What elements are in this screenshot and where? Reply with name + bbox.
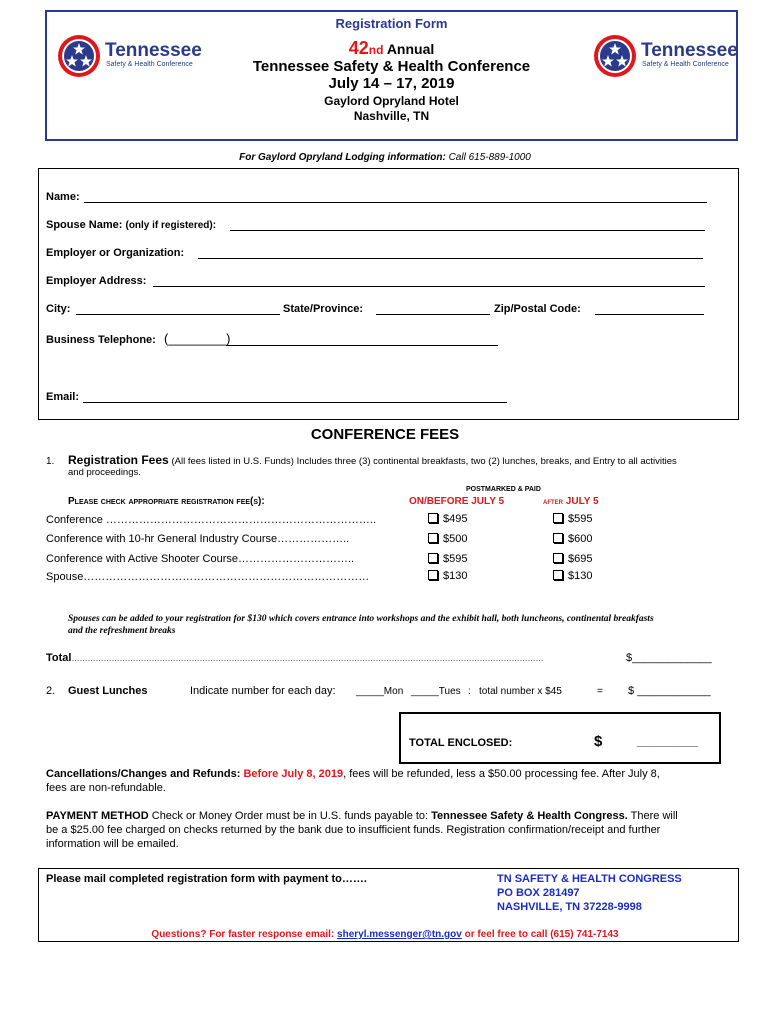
payment-method <box>46 809 746 851</box>
column-after <box>543 496 599 507</box>
fee-option-conference-after[interactable] <box>553 513 592 525</box>
postmarked-label: POSTMARKED & PAID <box>466 486 541 493</box>
fee-amount: $130 <box>443 570 468 582</box>
item2-number: 2. <box>46 685 56 697</box>
questions-line <box>0 929 770 940</box>
name-label: Name: <box>46 191 80 203</box>
lodging-phone: Call 615-889-1000 <box>448 152 531 163</box>
item2-colon: : <box>468 686 471 697</box>
fee-amount: $595 <box>443 553 468 565</box>
spouse-note-line2: and the refreshment breaks <box>68 626 176 636</box>
questions-text-end: or feel free to call (615) 741-7143 <box>461 929 619 940</box>
employer-label: Employer or Organization: <box>46 247 185 259</box>
name-field[interactable] <box>84 202 707 203</box>
phone-label: Business Telephone: <box>46 334 156 346</box>
item1-desc-cont: and proceedings. <box>68 467 141 478</box>
mail-address-line2: PO BOX 281497 <box>497 887 580 899</box>
conference-dates: July 14 – 17, 2019 <box>328 75 455 92</box>
checkbox-icon[interactable] <box>428 553 438 563</box>
annual-word: Annual <box>386 41 435 57</box>
fee-amount: $500 <box>443 533 468 545</box>
contact-email-link[interactable]: sheryl.messenger@tn.gov <box>337 929 462 940</box>
total-label: Total <box>46 652 72 664</box>
lodging-info <box>0 152 770 163</box>
guest-lunch-tuesday-field[interactable]: _____Tues <box>411 686 461 697</box>
cancellation-date: Before July 8, 2019 <box>243 768 344 780</box>
conference-name: Tennessee Safety & Health Conference <box>252 58 531 75</box>
total-enclosed-label: TOTAL ENCLOSED: <box>409 737 513 749</box>
hotel-city: Nashville, TN <box>353 109 430 123</box>
total-enclosed-field[interactable]: __________ <box>637 736 699 748</box>
checkbox-icon[interactable] <box>553 533 563 543</box>
zip-field[interactable] <box>595 314 704 315</box>
payment-payee: Tennessee Safety & Health Congress. <box>431 810 628 822</box>
item2-calc: total number x $45 <box>479 686 562 697</box>
payment-text-3: information will be emailed. <box>46 838 179 850</box>
checkbox-icon[interactable] <box>428 533 438 543</box>
total-amount-field[interactable]: $_____________ <box>626 652 712 664</box>
fee-amount: $595 <box>568 513 593 525</box>
fee-row-spouse-label: Spouse…………………………………………………………………… <box>46 571 370 583</box>
mail-instruction: Please mail completed registration form with payment to……. <box>46 873 367 885</box>
city-field[interactable] <box>76 314 280 315</box>
fee-option-conference-before[interactable] <box>428 513 467 525</box>
item2-desc: Indicate number for each day: <box>190 685 336 697</box>
spouse-name-label <box>46 219 216 231</box>
spouse-name-note: (only if registered): <box>125 220 217 231</box>
payment-text-2: be a $25.00 fee charged on checks returned by the bank due to insufficient funds. Registration confirmation/receipt and further <box>46 824 661 836</box>
item2-title: Guest Lunches <box>68 685 148 697</box>
fee-option-spouse-before[interactable] <box>428 570 467 582</box>
item1-row <box>68 453 677 467</box>
state-field[interactable] <box>376 314 490 315</box>
checkbox-icon[interactable] <box>553 513 563 523</box>
cancellation-text-cont: fees are non-refundable. <box>46 782 166 794</box>
fee-row-conference-label: Conference ……………………………………………………………….. <box>46 514 377 526</box>
fee-amount: $130 <box>568 570 593 582</box>
city-label: City: <box>46 303 71 315</box>
fee-option-general-industry-before[interactable] <box>428 533 467 545</box>
tristar-icon <box>593 34 637 78</box>
total-enclosed-dollar: $ <box>594 733 603 750</box>
logo-title: Tennessee <box>641 40 738 61</box>
phone-field[interactable] <box>226 345 498 346</box>
fee-option-spouse-after[interactable] <box>553 570 592 582</box>
fee-amount: $600 <box>568 533 593 545</box>
attendee-info-box <box>38 168 739 420</box>
payment-label: PAYMENT METHOD <box>46 810 149 822</box>
cancellation-policy <box>46 767 746 795</box>
mail-address-line3: NASHVILLE, TN 37228-9998 <box>497 901 642 913</box>
payment-text: Check or Money Order must be in U.S. funds payable to: <box>148 810 432 822</box>
email-label: Email: <box>46 391 80 403</box>
fee-row-active-shooter-label: Conference with Active Shooter Course………………………….. <box>46 553 355 565</box>
cancellation-text: , fees will be refunded, less a $50.00 processing fee. After July 8, <box>343 768 660 780</box>
zip-label: Zip/Postal Code: <box>494 303 581 315</box>
hotel-name: Gaylord Opryland Hotel <box>324 94 459 108</box>
employer-address-field[interactable] <box>153 286 705 287</box>
employer-address-label: Employer Address: <box>46 275 147 287</box>
payment-text-b: There will <box>627 810 678 822</box>
email-field[interactable] <box>83 402 507 403</box>
column-after-date: JULY 5 <box>565 496 599 507</box>
column-after-prefix: after <box>543 497 563 506</box>
questions-text: Questions? For faster response email: <box>151 929 338 940</box>
logo-title: Tennessee <box>105 40 202 61</box>
guest-lunch-amount-field[interactable]: $ ____________ <box>628 685 711 697</box>
total-dots: …………………………………………………………………………………………………………………………………………………………… <box>71 654 544 663</box>
item1-title: Registration Fees <box>68 453 169 467</box>
item1-number: 1. <box>46 456 55 467</box>
item2-equals: = <box>597 686 603 697</box>
fee-row-general-industry-label: Conference with 10-hr General Industry Course……………….. <box>46 533 350 545</box>
checkbox-icon[interactable] <box>428 570 438 580</box>
employer-field[interactable] <box>198 258 703 259</box>
tristar-icon <box>57 34 101 78</box>
logo-subtitle: Safety & Health Conference <box>642 61 729 68</box>
header-box <box>45 10 738 141</box>
lodging-label: For Gaylord Opryland Lodging information: <box>239 152 446 163</box>
guest-lunch-monday-field[interactable]: _____Mon <box>356 686 404 697</box>
fee-option-active-shooter-after[interactable] <box>553 553 592 565</box>
cancellation-label: Cancellations/Changes and Refunds: <box>46 768 241 780</box>
total-row <box>46 652 586 664</box>
checkbox-icon[interactable] <box>553 570 563 580</box>
checkbox-icon[interactable] <box>553 553 563 563</box>
mail-address-line1: TN SAFETY & HEALTH CONGRESS <box>497 873 682 885</box>
spouse-name-text: Spouse Name: <box>46 219 123 231</box>
phone-area-code[interactable]: (________) <box>164 331 231 346</box>
annual-number: 42 <box>348 38 369 58</box>
fee-amount: $695 <box>568 553 593 565</box>
tennessee-logo-right <box>593 34 738 80</box>
state-label: State/Province: <box>283 303 364 315</box>
tennessee-logo-left <box>57 34 202 80</box>
spouse-name-field[interactable] <box>230 230 705 231</box>
logo-subtitle: Safety & Health Conference <box>106 61 193 68</box>
annual-suffix: nd <box>368 43 384 57</box>
check-fees-label: Please check appropriate registration fee(s): <box>68 496 265 507</box>
column-before: ON/BEFORE JULY 5 <box>409 496 505 507</box>
spouse-note-line1: Spouses can be added to your registration for $130 which covers entrance into workshops and the exhibit hall, both luncheons, continental breakfasts <box>68 614 654 624</box>
fee-amount: $495 <box>443 513 468 525</box>
fee-option-general-industry-after[interactable] <box>553 533 592 545</box>
fee-option-active-shooter-before[interactable] <box>428 553 467 565</box>
conference-fees-title: CONFERENCE FEES <box>310 426 460 443</box>
form-title: Registration Form <box>335 16 448 31</box>
checkbox-icon[interactable] <box>428 513 438 523</box>
item1-desc: (All fees listed in U.S. Funds) Includes three (3) continental breakfasts, two (2) lunches, breaks, and Entry to all activities <box>171 456 677 467</box>
